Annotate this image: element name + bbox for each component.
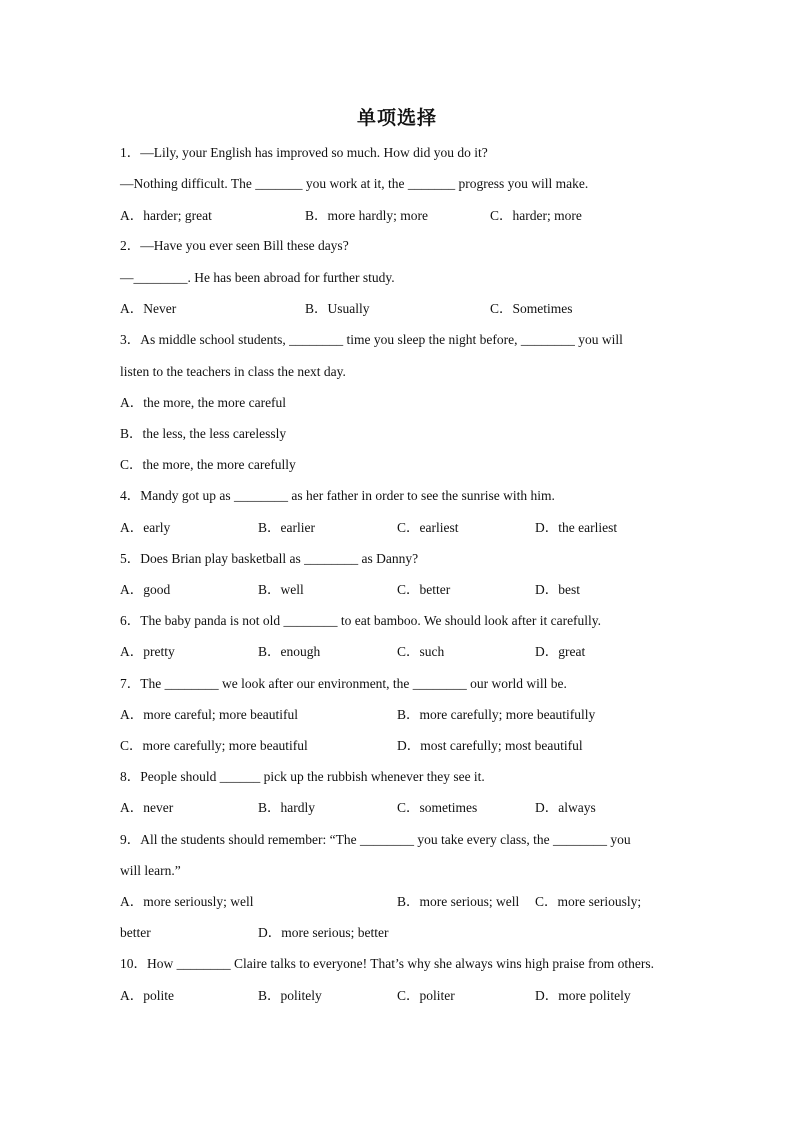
question-5-option-d[interactable]: D．best	[535, 582, 580, 597]
question-3-stem-line-1: 3．As middle school students, ________ time you sleep the night before, ________ you will	[120, 332, 623, 347]
question-7-stem: 7．The ________ we look after our environment, the ________ our world will be.	[120, 676, 567, 691]
question-7-option-d[interactable]: D．most carefully; most beautiful	[397, 738, 583, 753]
question-6-option-a[interactable]: A．pretty	[120, 644, 175, 659]
question-4-option-d[interactable]: D．the earliest	[535, 520, 618, 535]
question-2-option-a[interactable]: A．Never	[120, 301, 177, 316]
question-1-option-a[interactable]: A．harder; great	[120, 208, 212, 223]
question-3-stem-line-2: listen to the teachers in class the next day.	[120, 364, 346, 379]
question-9-option-c[interactable]: C．more seriously;	[535, 894, 642, 909]
question-8-stem: 8．People should ______ pick up the rubbish whenever they see it.	[120, 769, 485, 784]
question-1-option-b[interactable]: B．more hardly; more	[305, 208, 428, 223]
question-3-option-a[interactable]: A．the more, the more careful	[120, 395, 287, 410]
question-6-stem: 6．The baby panda is not old ________ to eat bamboo. We should look after it carefully.	[120, 613, 602, 628]
question-1-stem-line-2: —Nothing difficult. The _______ you work at it, the _______ progress you will make.	[120, 176, 589, 191]
question-8-option-d[interactable]: D．always	[535, 800, 596, 815]
question-1-stem-line-1: 1．—Lily, your English has improved so much. How did you do it?	[120, 145, 488, 160]
question-5-option-b[interactable]: B．well	[258, 582, 304, 597]
question-6-option-b[interactable]: B．enough	[258, 644, 321, 659]
question-7-option-c[interactable]: C．more carefully; more beautiful	[120, 738, 308, 753]
question-2-option-c[interactable]: C．Sometimes	[490, 301, 573, 316]
question-9-option-b[interactable]: B．more serious; well	[397, 894, 520, 909]
question-7-option-a[interactable]: A．more careful; more beautiful	[120, 707, 299, 722]
question-9-option-c-continued[interactable]: better	[120, 925, 151, 940]
question-3-option-c[interactable]: C．the more, the more carefully	[120, 457, 296, 472]
question-2-stem-line-2: —________. He has been abroad for further study.	[120, 270, 395, 285]
question-4-option-c[interactable]: C．earliest	[397, 520, 459, 535]
question-5-option-a[interactable]: A．good	[120, 582, 171, 597]
question-9-option-d[interactable]: D．more serious; better	[258, 925, 389, 940]
question-6-option-c[interactable]: C．such	[397, 644, 445, 659]
question-4-option-b[interactable]: B．earlier	[258, 520, 315, 535]
question-6-option-d[interactable]: D．great	[535, 644, 586, 659]
question-8-option-a[interactable]: A．never	[120, 800, 174, 815]
question-7-option-b[interactable]: B．more carefully; more beautifully	[397, 707, 596, 722]
question-4-option-a[interactable]: A．early	[120, 520, 171, 535]
question-8-option-c[interactable]: C．sometimes	[397, 800, 478, 815]
question-9-stem-line-2: will learn.”	[120, 863, 181, 878]
question-1-option-c[interactable]: C．harder; more	[490, 208, 582, 223]
question-10-option-a[interactable]: A．polite	[120, 988, 174, 1003]
question-10-option-d[interactable]: D．more politely	[535, 988, 631, 1003]
question-10-option-c[interactable]: C．politer	[397, 988, 455, 1003]
question-10-option-b[interactable]: B．politely	[258, 988, 322, 1003]
question-5-option-c[interactable]: C．better	[397, 582, 451, 597]
question-8-option-b[interactable]: B．hardly	[258, 800, 315, 815]
question-9-option-a[interactable]: A．more seriously; well	[120, 894, 254, 909]
question-3-option-b[interactable]: B．the less, the less carelessly	[120, 426, 287, 441]
question-9-stem-line-1: 9．All the students should remember: “The ________ you take every class, the ________ you	[120, 832, 631, 847]
question-2-option-b[interactable]: B．Usually	[305, 301, 370, 316]
question-5-stem: 5．Does Brian play basketball as ________ as Danny?	[120, 551, 419, 566]
question-4-stem: 4．Mandy got up as ________ as her father in order to see the sunrise with him.	[120, 488, 555, 503]
page-title: 单项选择	[356, 107, 437, 129]
question-10-stem: 10．How ________ Claire talks to everyone! That’s why she always wins high praise from others.	[120, 956, 655, 971]
question-2-stem-line-1: 2．—Have you ever seen Bill these days?	[120, 238, 349, 253]
